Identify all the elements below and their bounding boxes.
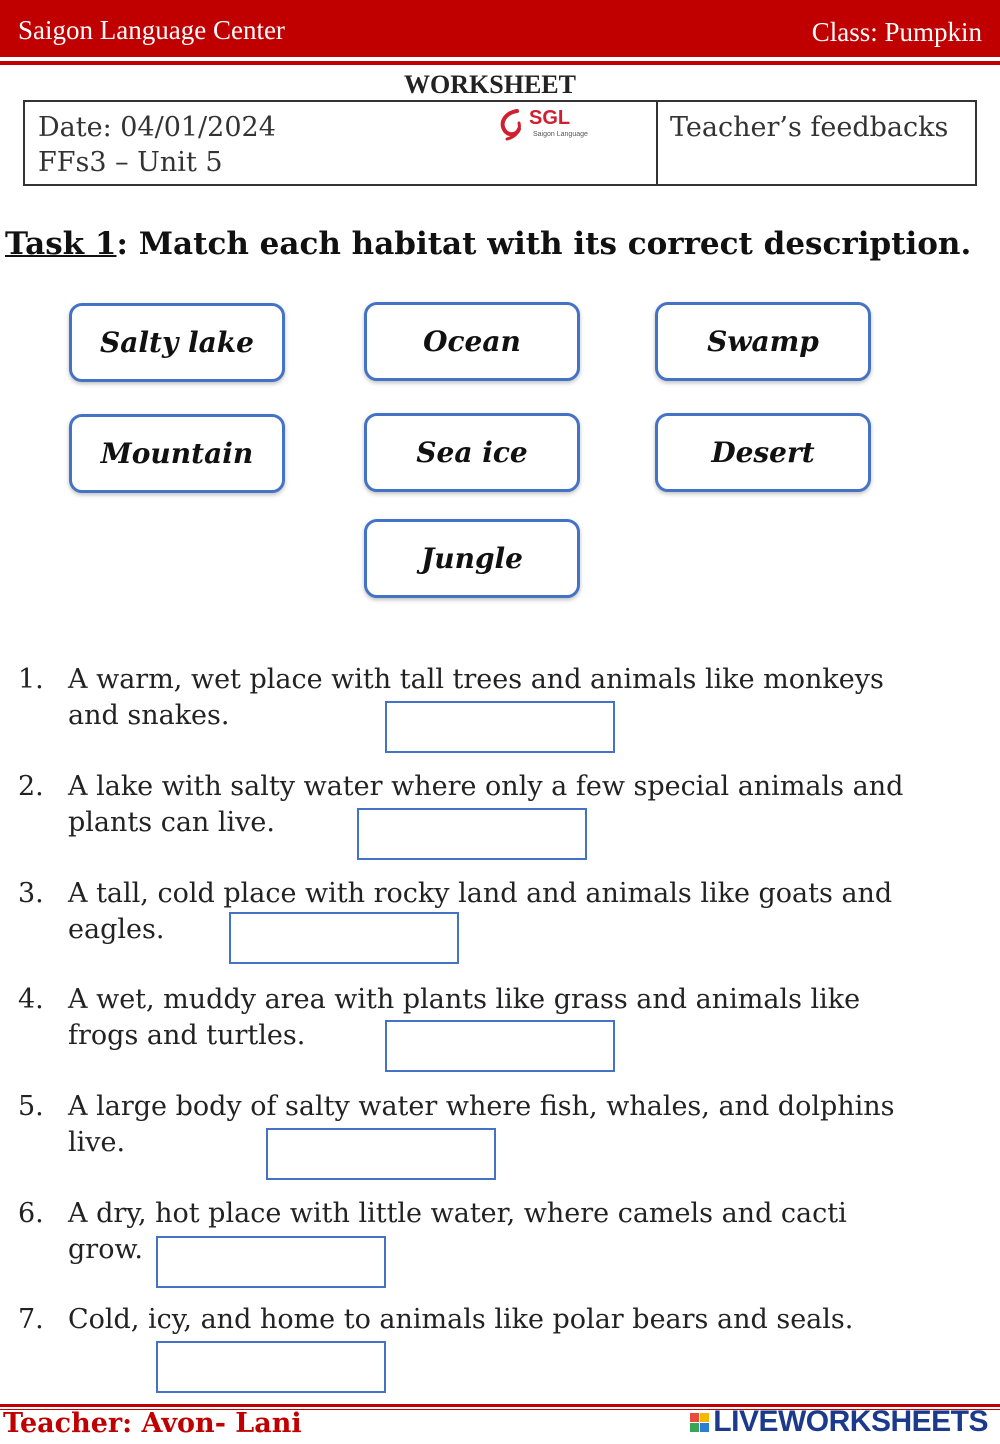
question-text: A wet, muddy area with plants like grass and animals like frogs and turtles. [68, 984, 861, 1051]
sgl-logo [495, 107, 595, 143]
habitat-card-desert[interactable]: Desert [655, 413, 871, 492]
task-instruction: : Match each habitat with its correct description. [116, 226, 972, 262]
answer-input-7[interactable] [156, 1341, 386, 1393]
question-text: A dry, hot place with little water, where camels and cacti grow. [68, 1198, 847, 1265]
info-table [23, 100, 977, 186]
worksheet-title: WORKSHEET [404, 70, 576, 99]
logo-text: SGL [529, 107, 571, 129]
habitat-card-ocean[interactable]: Ocean [364, 302, 580, 381]
liveworksheets-logo [690, 1405, 988, 1439]
liveworksheets-grid-icon [690, 1413, 709, 1432]
question-number: 6. [18, 1198, 44, 1229]
habitat-card-mountain[interactable]: Mountain [69, 414, 285, 493]
question-text: A tall, cold place with rocky land and animals like goats and eagles. [68, 878, 893, 945]
date-label: Date: 04/01/2024 [38, 112, 276, 143]
liveworksheets-text: LIVEWORKSHEETS [713, 1405, 988, 1438]
answer-input-5[interactable] [266, 1128, 496, 1180]
answer-input-3[interactable] [229, 912, 459, 964]
question-text: A lake with salty water where only a few special animals and plants can live. [68, 771, 904, 838]
header-bar [0, 0, 1000, 57]
answer-input-1[interactable] [385, 701, 615, 753]
task-heading [5, 226, 971, 262]
teacher-feedback-label: Teacher’s feedbacks [670, 112, 949, 143]
habitat-card-swamp[interactable]: Swamp [655, 302, 871, 381]
question-number: 7. [18, 1304, 44, 1335]
answer-input-6[interactable] [156, 1236, 386, 1288]
class-name: Class: Pumpkin [811, 17, 982, 47]
question-number: 2. [18, 771, 44, 802]
habitat-card-salty-lake[interactable]: Salty lake [69, 303, 285, 382]
question-text: A warm, wet place with tall trees and animals like monkeys and snakes. [68, 664, 884, 731]
answer-input-2[interactable] [357, 808, 587, 860]
logo-subtext: Saigon Language [533, 131, 588, 138]
question-text: A large body of salty water where fish, whales, and dolphins live. [68, 1091, 895, 1158]
question-number: 4. [18, 984, 44, 1015]
unit-label: FFs3 – Unit 5 [38, 147, 223, 178]
task-label: Task 1 [5, 226, 117, 262]
question-number: 3. [18, 878, 44, 909]
sgl-swirl-icon [495, 107, 531, 143]
habitat-card-jungle[interactable]: Jungle [364, 519, 580, 598]
question-number: 5. [18, 1091, 44, 1122]
habitat-card-sea-ice[interactable]: Sea ice [364, 413, 580, 492]
teacher-name: Teacher: Avon- Lani [3, 1408, 302, 1439]
question-number: 1. [18, 664, 44, 695]
answer-input-4[interactable] [385, 1020, 615, 1072]
header-divider [0, 61, 1000, 65]
center-name: Saigon Language Center [18, 15, 285, 45]
table-divider [656, 102, 658, 184]
question-text: Cold, icy, and home to animals like polar bears and seals. [68, 1304, 854, 1335]
